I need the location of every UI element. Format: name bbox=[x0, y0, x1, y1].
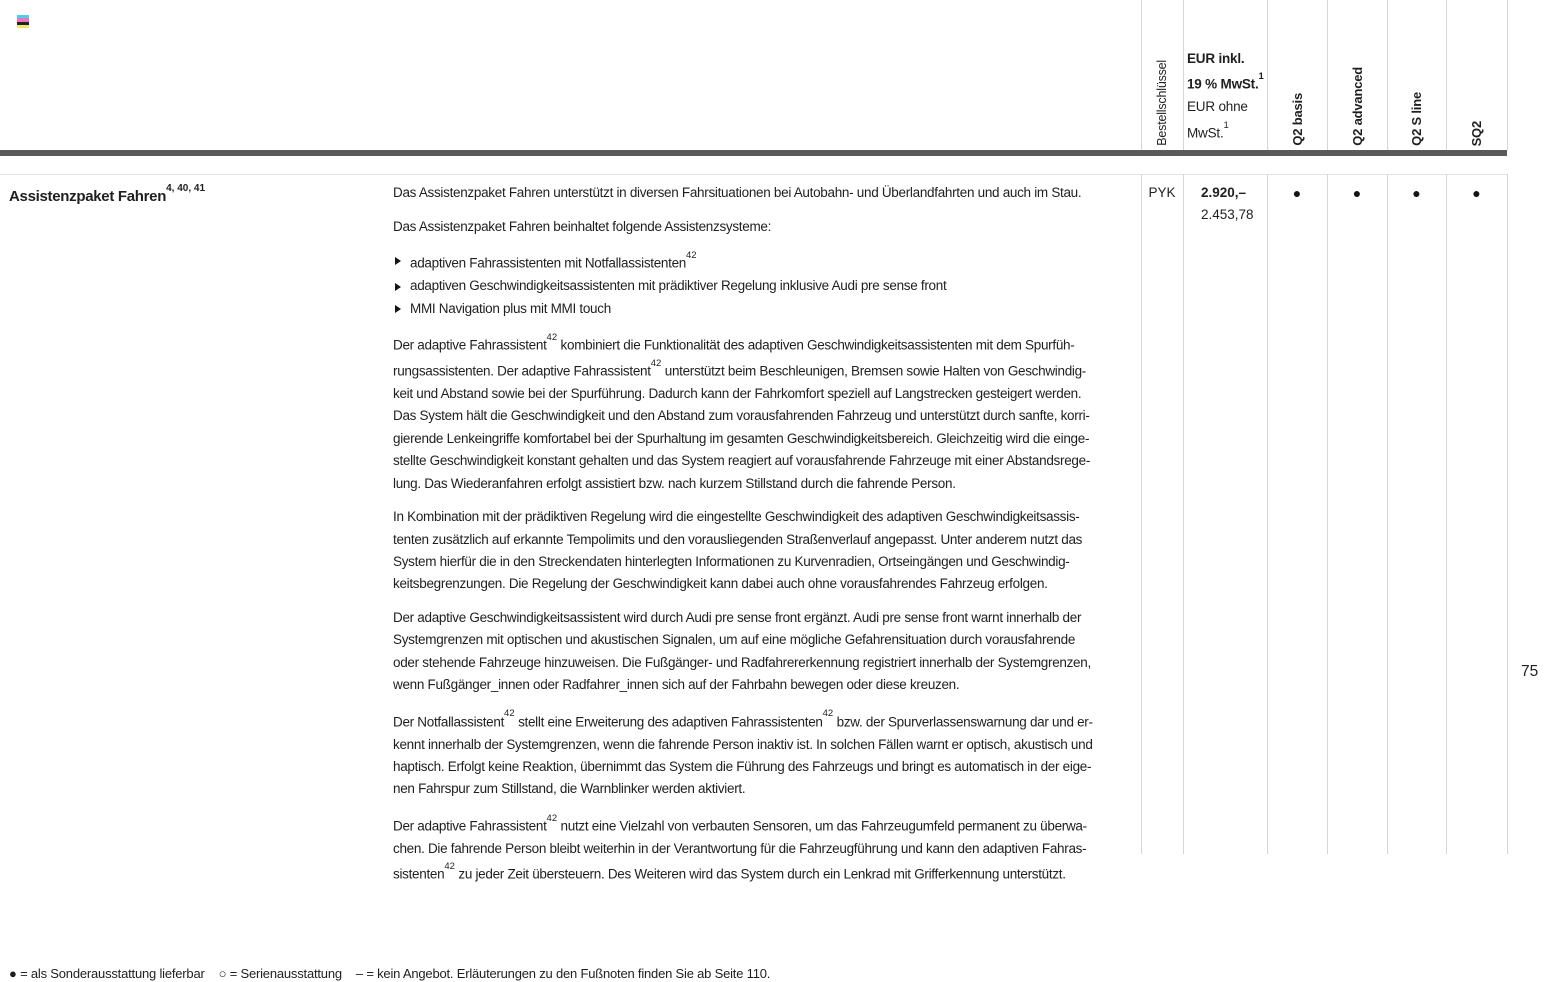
page-number: 75 bbox=[1521, 663, 1539, 680]
availability-q2-basis: ● bbox=[1292, 185, 1302, 201]
column-header-eur bbox=[1187, 48, 1267, 145]
text-line: chen. Die fahrende Person bleibt weiterhin in der Verantwortung für die Fahrzeugführung und kann den adaptiven Fahras- bbox=[393, 840, 1087, 856]
column-header-label: Q2 advanced bbox=[1349, 67, 1365, 146]
grid-line bbox=[1507, 0, 1508, 150]
text-line: Das Assistenzpaket Fahren beinhaltet folgende Assistenzsysteme: bbox=[393, 218, 772, 234]
option-title-footnotes: 4, 40, 41 bbox=[166, 182, 206, 194]
table-top-border bbox=[0, 174, 1507, 175]
text-line: Das System hält die Geschwindigkeit und den Abstand zum vorausfahrenden Fahrzeug und unterstützt durch sanfte, korri- bbox=[393, 408, 1090, 424]
text-line: Das Assistenzpaket Fahren unterstützt in diversen Fahrsituationen bei Autobahn- und Überlandfahrten und auch im Stau. bbox=[393, 185, 1082, 200]
description-paragraph bbox=[393, 708, 1138, 801]
text-line: gierende Lenkeingriffe komfortabel bei der Spurhaltung im gesamten Geschwindigkeitsbereich. Gleichzeitig wird die einge- bbox=[393, 430, 1090, 446]
text-line: wenn Fußgänger_innen oder Radfahrer_innen sich auf der Fahrbahn bewegen oder diese kreuzen. bbox=[393, 677, 960, 693]
option-description bbox=[393, 182, 1138, 886]
text-line: Der Notfallassistent$^{42}$ stellt eine Erweiterung des adaptiven Fahrassistenten$^{42}$ bzw. der Spurverlassenswarnung dar und er- bbox=[393, 708, 1093, 730]
bullet-triangle-icon bbox=[395, 257, 401, 265]
text-line: System hierfür die in den Streckendaten hinterlegten Informationen zu Kurvenradien, Ortseingängen und Geschwindig- bbox=[393, 553, 1070, 569]
availability-q2-s-line: ● bbox=[1412, 185, 1421, 201]
eur-excl-label: EUR ohne bbox=[1187, 99, 1248, 115]
price-excl-vat: 2.453,78 bbox=[1201, 207, 1254, 223]
column-header-label: SQ2 bbox=[1469, 120, 1484, 146]
availability-sq2: ● bbox=[1472, 185, 1481, 201]
text-line: Der adaptive Fahrassistent$^{42}$ kombiniert die Funktionalität des adaptiven Geschwindigkeitsassistenten mit dem Spurfüh- bbox=[393, 331, 1075, 353]
text-line: rungsassistenten. Der adaptive Fahrassistent$^{42}$ unterstützt beim Beschleunigen, Bremsen sowie Halten von Geschwindig- bbox=[393, 357, 1087, 379]
price-incl-vat: 2.920,– bbox=[1201, 185, 1247, 200]
grid-line bbox=[1387, 174, 1388, 854]
price-cell bbox=[1183, 182, 1267, 227]
description-paragraph bbox=[393, 812, 1138, 886]
text-line: lung. Das Wiederanfahren erfolgt assistiert bzw. nach kurzem Stillstand durch die fahrende Person. bbox=[393, 475, 956, 491]
option-title bbox=[9, 182, 205, 208]
header-divider-bar bbox=[0, 150, 1507, 156]
text-line: tenten zusätzlich auf erkannte Tempolimits und den vorausliegenden Straßenverlauf angepasst. Unter anderem nutzt das bbox=[393, 531, 1083, 547]
bullet-item: adaptiven Geschwindigkeitsassistenten mit prädiktiver Regelung inklusive Audi pre sense front bbox=[393, 275, 1138, 297]
text-line: keit und Abstand sowie bei der Spurführung. Dadurch kann der Fahrkomfort speziell auf Langstrecken gesteigert werden. bbox=[393, 385, 1082, 401]
option-title-text: Assistenzpaket Fahren bbox=[9, 188, 167, 205]
grid-line bbox=[1183, 0, 1184, 150]
description-paragraph bbox=[393, 607, 1138, 697]
text-line: Der adaptive Geschwindigkeitsassistent wird durch Audi pre sense front ergänzt. Audi pre sense front warnt innerhalb der bbox=[393, 609, 1082, 625]
text-line: keitsbegrenzungen. Die Regelung der Geschwindigkeit kann dabei auch ohne vorausfahrendes Fahrzeug erfolgen. bbox=[393, 576, 1048, 592]
description-paragraph bbox=[393, 216, 1138, 238]
text-line: sistenten$^{42}$ zu jeder Zeit übersteuern. Des Weiteren wird das System durch ein Lenkrad mit Grifferkennung unterstützt. bbox=[393, 860, 1066, 882]
description-paragraph bbox=[393, 331, 1138, 495]
text-line: kennt innerhalb der Systemgrenzen, wenn die fahrende Person inaktiv ist. In solchen Fällen warnt er optisch, akustisch und bbox=[393, 736, 1093, 752]
column-header-bestellschluessel bbox=[1141, 0, 1183, 146]
description-paragraph bbox=[393, 182, 1138, 204]
text-line: Der adaptive Fahrassistent$^{42}$ nutzt eine Vielzahl von verbauten Sensoren, um das Fahrzeugumfeld permanent zu überwa- bbox=[393, 812, 1087, 834]
legend-special-equipment: ● = als Sonderausstattung lieferbar bbox=[9, 966, 205, 981]
column-header-label: Q2 S line bbox=[1409, 92, 1424, 146]
column-header-label: Q2 basis bbox=[1289, 93, 1305, 146]
eur-incl-label: EUR inkl. bbox=[1187, 51, 1245, 66]
column-header-sq2 bbox=[1446, 0, 1507, 146]
bullet-item: adaptiven Fahrassistenten mit Notfallassistenten$^{42}$ bbox=[393, 249, 1138, 275]
grid-line bbox=[1507, 174, 1508, 854]
legend-no-offer: – = kein Angebot. Erläuterungen zu den Fußnoten finden Sie ab Seite 110. bbox=[355, 966, 771, 981]
text-line: haptisch. Erfolgt keine Reaktion, übernimmt das System die Führung des Fahrzeugs und bringt es automatisch in der eige- bbox=[393, 759, 1092, 775]
description-bullet-list bbox=[393, 249, 1138, 320]
text-line: stellte Geschwindigkeit konstant gehalten und das System reagiert auf vorausfahrende Fahrzeuge mit einer Abstandsrege- bbox=[393, 453, 1091, 469]
color-stripe bbox=[17, 25, 29, 28]
text-line: oder stehende Fahrzeuge hinzuweisen. Die Fußgänger- und Radfahrererkennung registriert innerhalb der Systemgrenzen, bbox=[393, 654, 1091, 670]
footer-legend bbox=[9, 966, 770, 981]
grid-line bbox=[1446, 174, 1447, 854]
column-header-q2-advanced bbox=[1327, 0, 1387, 146]
print-registration-mark bbox=[17, 15, 29, 28]
grid-line bbox=[1183, 174, 1184, 854]
column-header-q2-basis bbox=[1267, 0, 1327, 146]
grid-line bbox=[1267, 174, 1268, 854]
order-code-cell: PYK bbox=[1148, 185, 1176, 200]
eur-vat-label: 19 % MwSt.$^1$ bbox=[1187, 71, 1264, 92]
bullet-item: MMI Navigation plus mit MMI touch bbox=[393, 298, 1138, 320]
grid-line bbox=[1141, 174, 1142, 854]
bullet-triangle-icon bbox=[395, 283, 401, 291]
legend-standard-equipment: ○ = Serienausstattung bbox=[218, 966, 342, 981]
description-paragraph bbox=[393, 506, 1138, 596]
column-header-label: Bestellschlüssel bbox=[1155, 60, 1169, 146]
text-line: Systemgrenzen mit optischen und akustischen Signalen, um auf eine mögliche Gefahrensituation durch vorausfahrende bbox=[393, 632, 1076, 648]
text-line: In Kombination mit der prädiktiven Regelung wird die eingestellte Geschwindigkeit des adaptiven Geschwindigkeitsassis- bbox=[393, 509, 1080, 525]
availability-q2-advanced: ● bbox=[1352, 185, 1362, 201]
column-header-q2-s-line bbox=[1387, 0, 1446, 146]
text-line: nen Fahrspur zum Stillstand, die Warnblinker werden aktiviert. bbox=[393, 781, 746, 797]
grid-line bbox=[1327, 174, 1328, 854]
bullet-triangle-icon bbox=[395, 305, 401, 313]
eur-vat2-label: MwSt.$^1$ bbox=[1187, 119, 1229, 141]
